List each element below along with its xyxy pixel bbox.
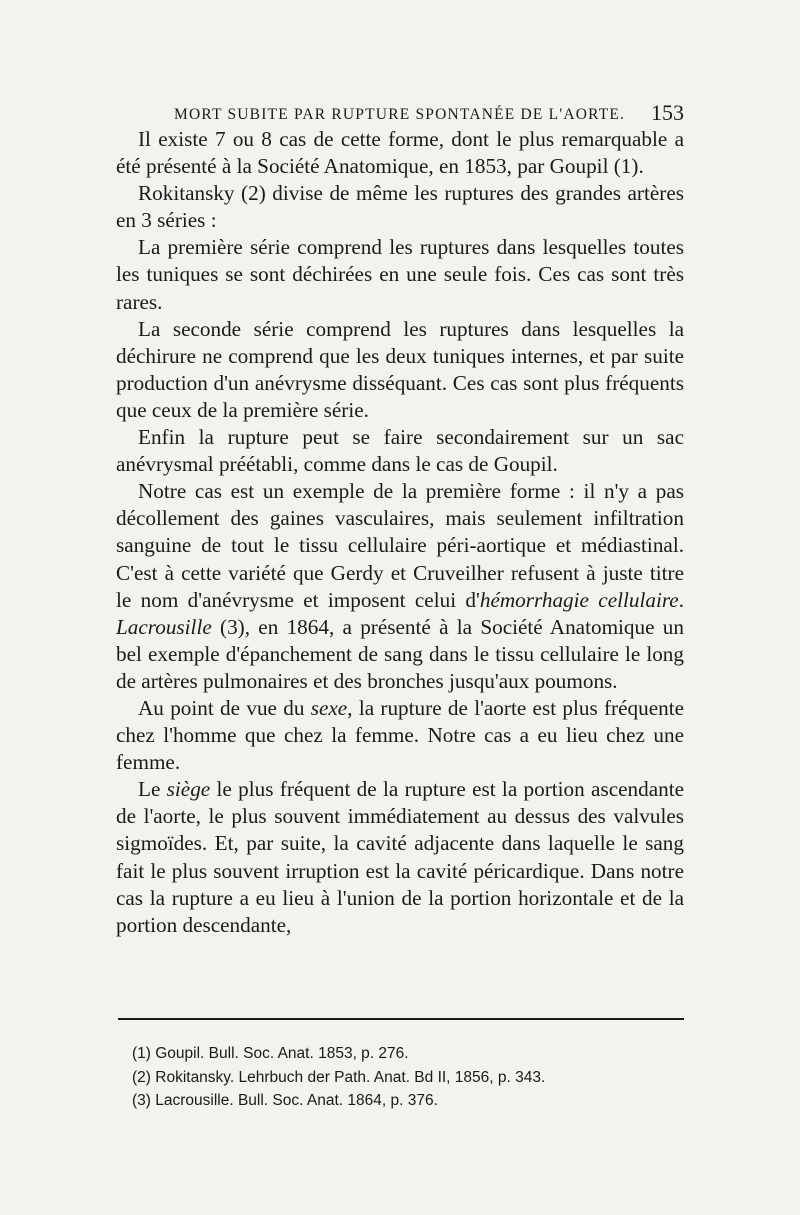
running-title: MORT SUBITE PAR RUPTURE SPONTANÉE DE L'AORTE. bbox=[174, 106, 626, 123]
footnote: (1) Goupil. Bull. Soc. Anat. 1853, p. 276. bbox=[132, 1045, 409, 1062]
paragraph bbox=[116, 695, 684, 776]
text-run: Au point de vue du bbox=[138, 695, 311, 720]
text-run: Le bbox=[138, 777, 167, 802]
italic-term: sexe bbox=[310, 695, 348, 720]
paragraph: La première série comprend les ruptures dans lesquelles toutes les tuniques se sont déchirées en une seule fois. Ces cas sont très rares. bbox=[116, 235, 684, 314]
paragraph bbox=[116, 776, 684, 939]
footnotes bbox=[132, 1042, 684, 1113]
text-run: , la rupture de l'aorte est plus fréquente chez l'homme que chez la femme. Notre cas a eu lieu chez une femme. bbox=[116, 695, 684, 775]
italic-term: siège bbox=[166, 777, 211, 802]
page-number: 153 bbox=[651, 100, 684, 125]
text-run: Notre cas est un exemple de la première forme : il n'y a pas décollement des gaines vasculaires, mais seulement infiltration sanguine de tout le tissu cellulaire péri-aortique et médiastinal. C'est à cette variété que Gerdy et Cruveilher refusent à juste titre le nom d'anévrysme et imposent celui d' bbox=[116, 479, 684, 612]
italic-term: hémorrhagie cellulaire bbox=[479, 587, 679, 612]
text-run: (3), en 1864, a présenté à la Société Anatomique un bel exemple d'épanchement de sang dans le tissu cellulaire le long de artères pulmonaires et des bronches jusqu'aux poumons. bbox=[116, 614, 684, 693]
footnote-rule bbox=[118, 1018, 684, 1020]
italic-author: Lacrousille bbox=[116, 614, 212, 639]
paragraph: Enfin la rupture peut se faire secondairement sur un sac anévrysmal préétabli, comme dans le cas de Goupil. bbox=[116, 425, 684, 477]
paragraph bbox=[116, 478, 684, 695]
body-text bbox=[116, 126, 684, 939]
paragraph: La seconde série comprend les ruptures dans lesquelles la déchirure ne comprend que les deux tuniques internes, et par suite production d'un anévrysme disséquant. Ces cas sont plus fréquents que ceux de la première série. bbox=[116, 316, 684, 422]
footnote: (2) Rokitansky. Lehrbuch der Path. Anat. Bd II, 1856, p. 343. bbox=[132, 1068, 546, 1086]
paragraph: Rokitansky (2) divise de même les ruptures des grandes artères en 3 séries : bbox=[116, 181, 684, 233]
footnote: (3) Lacrousille. Bull. Soc. Anat. 1864, p. 376. bbox=[132, 1092, 438, 1109]
text-run: le plus fréquent de la rupture est la portion ascendante de l'aorte, le plus souvent immédiatement au dessus des valvules sigmoïdes. Et, par suite, la cavité adjacente dans laquelle le sang fait le plus souvent irruption est la cavité péricardique. Dans notre cas la rupture a eu lieu à l'union de la portion horizontale et de la portion descendante, bbox=[116, 777, 684, 937]
text-run: . bbox=[678, 587, 684, 612]
paragraph: Il existe 7 ou 8 cas de cette forme, dont le plus remarquable a été présenté à la Société Anatomique, en 1853, par Goupil (1). bbox=[116, 127, 684, 179]
